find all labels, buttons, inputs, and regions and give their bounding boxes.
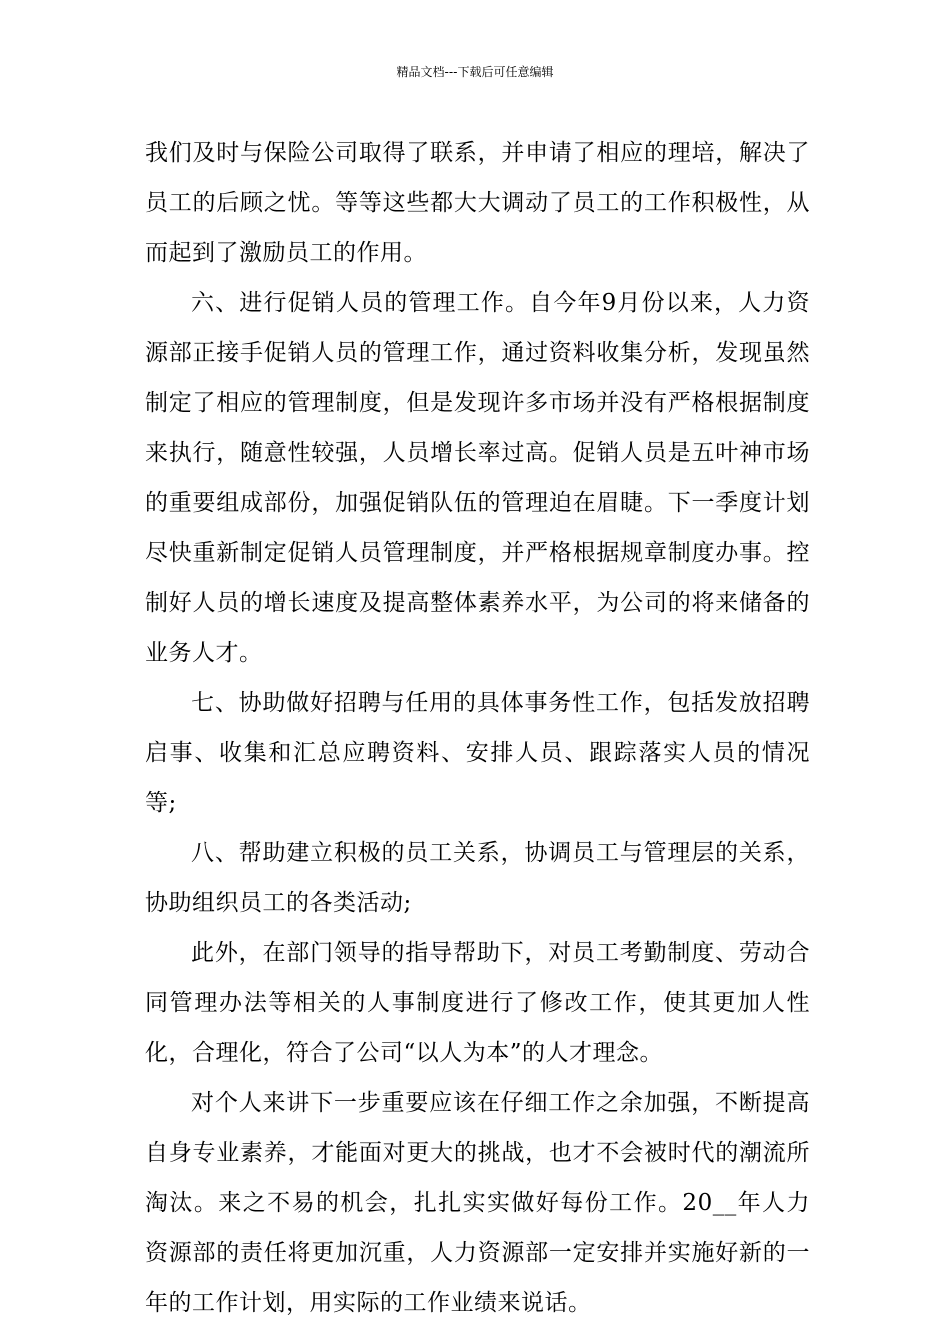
paragraph-employee-relations: 八、帮助建立积极的员工关系，协调员工与管理层的关系，协助组织员工的各类活动;	[145, 840, 810, 916]
paragraph-policy-revision: 此外，在部门领导的指导帮助下，对员工考勤制度、劳动合同管理办法等相关的人事制度进行了修改工作，使其更加人性化，合理化，符合了公司“以人为本”的人才理念。	[145, 940, 810, 1066]
document-body	[145, 128, 810, 1328]
paragraph-promotion-staff: 六、进行促销人员的管理工作。自今年9月份以来，人力资源部正接手促销人员的管理工作，通过资料收集分析，发现虽然制定了相应的管理制度，但是发现许多市场并没有严格根据制度来执行，随意性较强，人员增长率过高。促销人员是五叶神市场的重要组成部份，加强促销队伍的管理迫在眉睫。下一季度计划尽快重新制定促销人员管理制度，并严格根据规章制度办事。控制好人员的增长速度及提高整体素养水平，为公司的将来储备的业务人才。	[145, 290, 810, 666]
paragraph-personal-outlook: 对个人来讲下一步重要应该在仔细工作之余加强，不断提高自身专业素养，才能面对更大的挑战，也才不会被时代的潮流所淘汰。来之不易的机会，扎扎实实做好每份工作。20__年人力资源部的责任将更加沉重，人力资源部一定安排并实施好新的一年的工作计划，用实际的工作业绩来说话。	[145, 1090, 810, 1316]
paragraph-recruitment: 七、协助做好招聘与任用的具体事务性工作，包括发放招聘启事、收集和汇总应聘资料、安排人员、跟踪落实人员的情况等;	[145, 690, 810, 816]
paragraph-continuation: 我们及时与保险公司取得了联系，并申请了相应的理培，解决了员工的后顾之忧。等等这些都大大调动了员工的工作积极性，从而起到了激励员工的作用。	[145, 140, 810, 266]
page-header: 精品文档---下载后可任意编辑	[396, 65, 554, 79]
